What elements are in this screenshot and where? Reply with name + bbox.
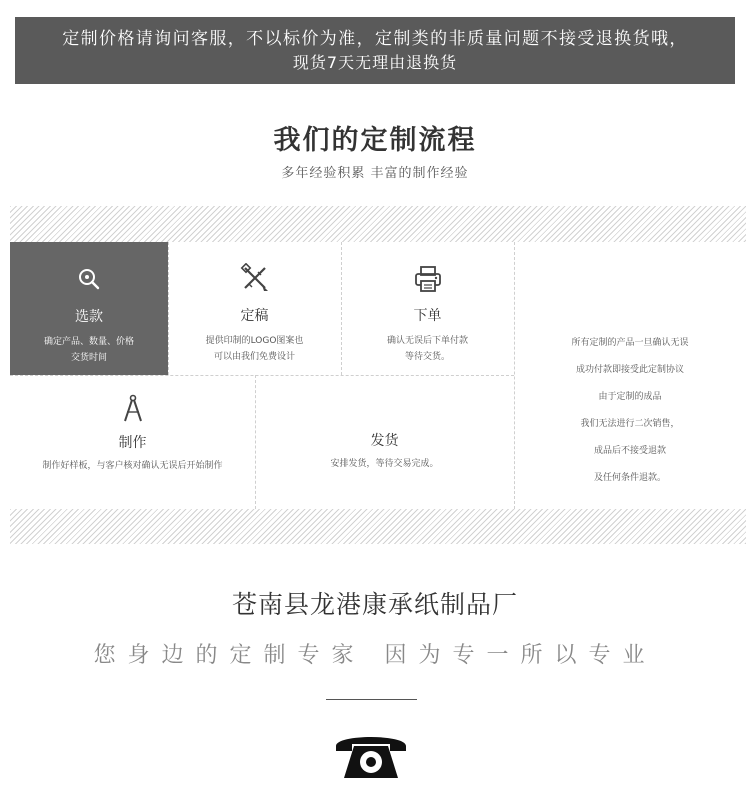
company-slogan: 您身边的定制专家 因为专一所以专业	[93, 643, 657, 668]
compass-icon	[121, 394, 145, 424]
step-place-order	[341, 242, 514, 375]
search-icon	[76, 266, 102, 292]
printer-icon	[413, 264, 443, 294]
terms-line: 所有定制的产品一旦确认无误	[571, 338, 689, 348]
step-desc: 提供印制的LOGO图案也	[205, 336, 304, 346]
custom-order-terms	[514, 242, 746, 509]
section-subtitle: 多年经验积累 丰富的制作经验	[281, 166, 469, 181]
step-desc: 制作好样板，与客户核对确认无误后开始制作	[42, 461, 223, 471]
terms-line: 成功付款即接受此定制协议	[575, 365, 684, 375]
step-name: 发货	[370, 433, 399, 449]
section-title: 我们的定制流程	[273, 125, 477, 156]
step-name: 下单	[413, 308, 442, 324]
step-production	[10, 375, 255, 509]
notice-line-1: 定制价格请询问客服，不以标价为准，定制类的非质量问题不接受退换货哦，	[62, 29, 688, 49]
terms-line: 及任何条件退款。	[593, 473, 666, 483]
step-desc: 可以由我们免费设计	[213, 352, 295, 362]
design-tools-icon	[240, 263, 270, 293]
step-name: 选款	[75, 309, 103, 325]
process-grid	[10, 242, 746, 509]
terms-line: 我们无法进行二次销售，	[580, 419, 680, 429]
hatch-band-top	[10, 206, 746, 242]
divider-line	[326, 699, 417, 700]
notice-line-2: 现货7天无理由退换货	[292, 53, 458, 72]
notice-banner	[15, 17, 735, 84]
step-desc: 安排发货，等待交易完成。	[330, 459, 439, 469]
step-desc: 确定产品、数量、价格	[43, 337, 134, 347]
step-finalize-design	[168, 242, 341, 375]
step-name: 定稿	[240, 308, 269, 324]
terms-line: 成品后不接受退款	[593, 446, 666, 456]
company-name: 苍南县龙港康承纸制品厂	[231, 590, 518, 619]
step-desc: 交货时间	[70, 353, 107, 363]
step-shipping	[255, 375, 514, 509]
hatch-band-bottom	[10, 509, 746, 544]
step-select-style	[10, 242, 168, 375]
step-desc: 确认无误后下单付款	[386, 336, 468, 346]
step-name: 制作	[118, 435, 147, 451]
telephone-icon	[332, 730, 410, 782]
terms-line: 由于定制的成品	[598, 392, 662, 402]
step-desc: 等待交货。	[404, 352, 450, 362]
